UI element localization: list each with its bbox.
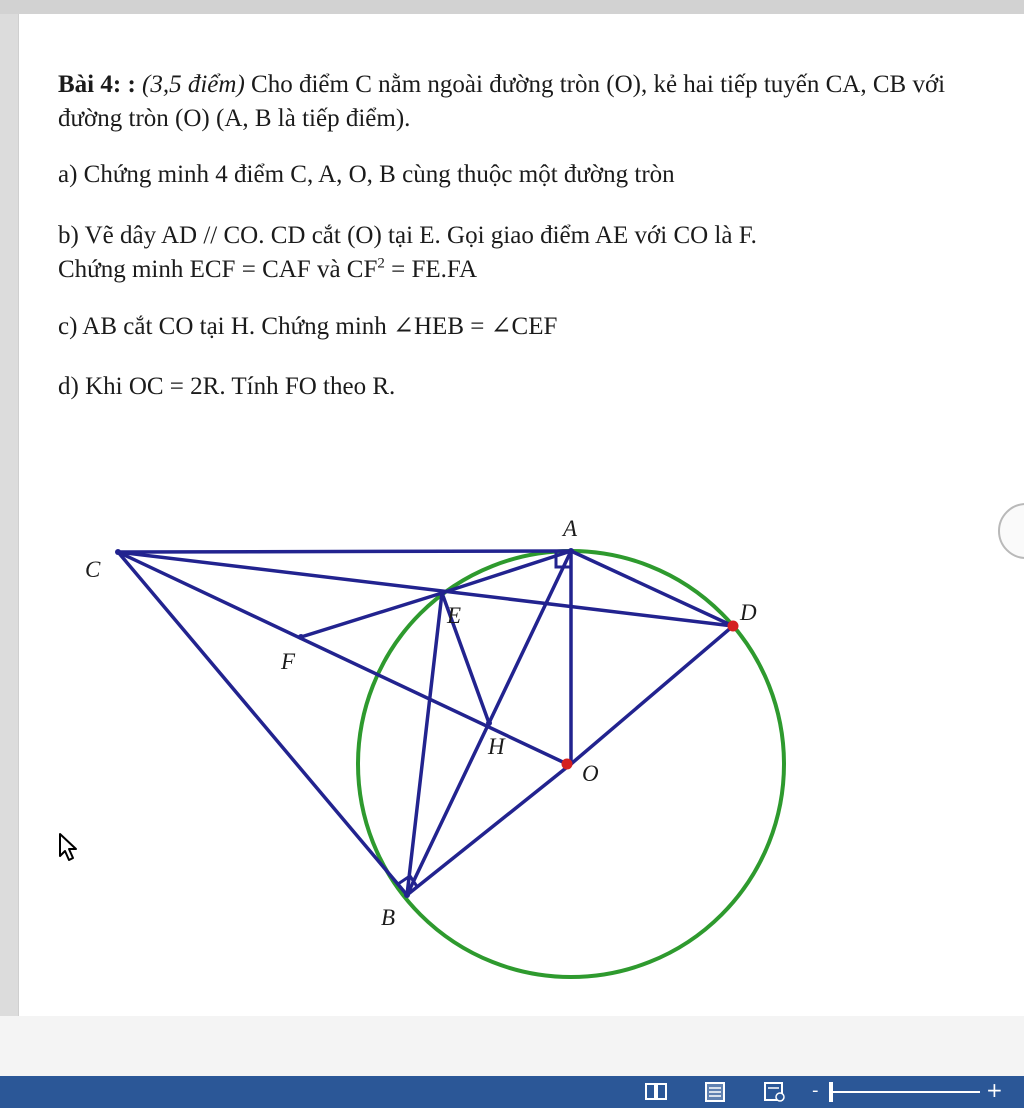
part-a: a) Chứng minh 4 điểm C, A, O, B cùng thuộc một đường tròn [58,161,675,188]
label-o: O [582,761,599,786]
part-b-line2: Chứng minh ECF = CAF và CF [58,256,378,283]
label-h: H [488,734,505,759]
segment-od [571,626,733,764]
point-c [115,549,121,555]
point-d [728,621,739,632]
zoom-slider-thumb[interactable] [829,1082,833,1102]
read-mode-icon[interactable] [645,1082,667,1102]
part-b-line2-end: = FE.FA [384,256,478,283]
part-b-exponent: 2 [377,255,385,272]
point-h [486,720,492,726]
point-f [298,634,304,640]
segment-co [118,552,567,764]
point-e [439,590,445,596]
segment-ob [407,764,571,895]
print-layout-icon[interactable] [705,1082,725,1102]
label-d: D [740,600,757,625]
problem-number: Bài 4: : [58,71,136,98]
part-c: c) AB cắt CO tại H. Chứng minh ∠HEB = ∠CEF [58,313,558,340]
status-bar [0,1076,1024,1108]
label-b: B [381,905,396,930]
segment-ca [118,551,571,552]
point-a [568,548,574,554]
label-a: A [563,516,578,541]
zoom-out-button[interactable]: - [812,1080,819,1101]
label-e: E [447,603,462,628]
point-b [404,892,410,898]
part-b-line1: b) Vẽ dây AD // CO. CD cắt (O) tại E. Gọi giao điểm AE với CO là F. [58,222,757,249]
mouse-pointer-icon [58,832,80,862]
segment-ae [442,551,571,593]
zoom-slider-track[interactable] [830,1091,980,1093]
label-f: F [281,649,296,674]
point-o [562,759,573,770]
label-c: C [85,557,101,582]
zoom-in-button[interactable]: + [986,1078,1003,1102]
web-layout-icon[interactable] [764,1082,786,1102]
segment-eb [407,593,442,895]
problem-points: (3,5 điểm) [142,71,245,98]
problem-statement: Cho điểm C nằm ngoài đường tròn (O), kẻ hai tiếp tuyến CA, CB với đường tròn (O) (A, B là tiếp điểm). [58,71,946,132]
part-d: d) Khi OC = 2R. Tính FO theo R. [58,373,396,400]
